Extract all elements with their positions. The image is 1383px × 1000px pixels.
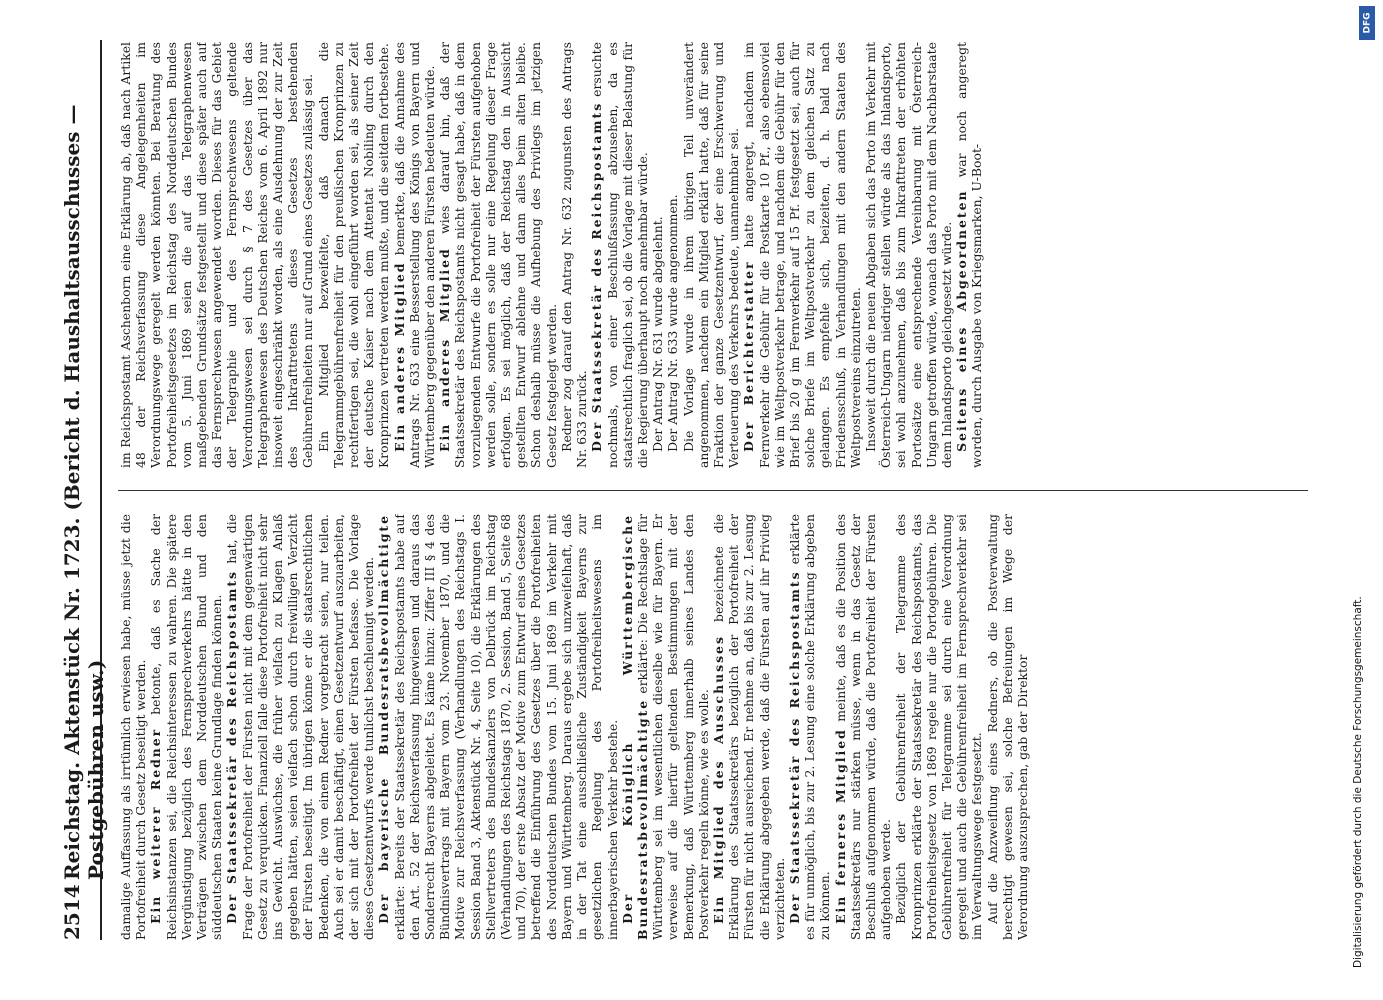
paragraph: [954, 42, 984, 468]
speaker-label: Der Staatssekretär des Reichspostamts: [589, 101, 605, 452]
paragraph: [665, 42, 680, 468]
paragraph: [833, 514, 894, 940]
paragraph-text: Insoweit durch die neuen Abgaben sich das Porto im Verkehr mit Österreich-Ungarn niedriger stellen würde als das Inlandsporto, sei wohl anzunehmen, daß bis zum Inkrafttreten der erhöhten Portosätze eine entsprechende Vereinbarung mit Österreich-Ungarn getroffen würde, wonach das Porto mit dem Nachbarstaate dem Inlandsporto gleichgesetzt würde.: [862, 42, 954, 468]
paragraph: [589, 42, 650, 468]
speaker-label: Ein anderes Mitglied: [391, 261, 407, 452]
speaker-label: Ein weiterer Redner: [148, 727, 164, 924]
paragraph: [118, 42, 316, 468]
paragraph-text: Die Vorlage wurde in ihrem übrigen Teil unverändert angenommen, nachdem ein Mitglied erklärt hatte, daß für seine Fraktion der ganze Gesetzentwurf, der eine Erschwerung und Verteuerung des Verkehrs bedeute, unannehmbar sei.: [680, 42, 742, 468]
paragraph-text: war noch angeregt worden, durch Ausgabe von Kriegsmarken, U-Boot-: [954, 42, 985, 468]
paragraph-text: betonte, daß es Sache der Reichsinstanzen sei, die Reichsinteressen zu wahren. Die spätere Vergünstigung bezüglich des Fernsprechverkehrs hätte in den Verträgen zwischen dem Norddeutschen Bund und den süddeutschen Staaten keine Grundlage finden können.: [148, 514, 225, 940]
paragraph-text: hat, die Frage der Portofreiheit der Fürsten nicht mit dem gegenwärtigen Gesetz zu verquicken. Finanziell falle diese Portofreiheit nicht sehr ins Gewicht. Auswüchse, die früher vielfach zu Klagen Anlaß gegeben hätten, seien vielfach schon durch freiwilligen Verzicht der Fürsten beseitigt. Im übrigen könne er die staatsrechtlichen Bedenken, die von einem Redner vorgebracht seien, nur teilen. Auch sei er damit beschäftigt, einen Gesetzentwurf auszuarbeiten, der sich mit der Portofreiheit der Fürsten befasse. Die Vorlage dieses Gesetzentwurfs werde tunlichst beschleunigt werden.: [224, 514, 377, 940]
paragraph: [376, 514, 619, 940]
speaker-label: Ein ferneres Mitglied: [832, 728, 848, 924]
paragraph: [620, 514, 711, 940]
speaker-label: Der Staatssekretär des Reichspostamts: [786, 570, 802, 924]
paragraph-text: erklärte: Die Rechtslage für Württemberg sei im wesentlichen dieselbe wie für Bayern. Er verweise auf die hierfür geltenden Bestimmungen mit der Bemerkung, daß Württemberg innerhalb seines Landes den Postverkehr regeln könne, wie es wolle.: [634, 514, 711, 940]
paragraph: [316, 42, 392, 468]
paragraph-text: meinte, daß es die Position des Staatssekretärs nur stärken müsse, wenn in das Gesetz der Beschluß aufgenommen würde, daß die Portofreiheit der Fürsten aufgehoben werde.: [832, 514, 894, 940]
paragraph: [148, 514, 224, 940]
paragraph-text: ersuchte nochmals, von einer Beschlußfassung abzusehen, da es staatsrechtlich fraglich sei, ob die Vorlage mit dieser Belastung für die Regierung überhaupt noch annehmbar würde.: [589, 42, 650, 468]
paragraph: [681, 42, 742, 468]
speaker-label: Der Königlich Württembergische Bundesratsbevollmächtigte: [619, 514, 650, 940]
paragraph-text: damalige Auffassung als irrtümlich erwiesen habe, müsse jetzt die Portofreiheit durch Gesetz beseitigt werden.: [118, 514, 149, 940]
paragraph-text: wies darauf hin, daß der Staatssekretär des Reichspostamts nicht gesagt habe, daß in dem vorzulegenden Entwurfe die Portofreiheit der Fürsten aufgehoben werden solle, sondern es solle nur eine Regelung dieser Frage erfolgen. Es sei möglich, daß der Reichstag den in Aussicht gestellten Entwurf ablehne und dann alles beim alten bleibe. Schon deshalb müsse die Aufhebung des Privilegs im jetzigen Gesetz festgelegt werden.: [437, 42, 559, 468]
paragraph-text: Auf die Anzweiflung eines Redners, ob die Postverwaltung berechtigt gewesen sei, solche Befreiungen im Wege der Verordnung auszusprechen, gab der Direktor: [984, 514, 1030, 940]
speaker-label: Der bayerische Bundesratsbevollmächtigte: [376, 514, 392, 924]
paragraph-text: hatte angeregt, nachdem im Fernverkehr die Gebühr für die Postkarte 10 Pf., also ebensoviel wie im Weltpostverkehr betrage, und nachdem die Gebühr für den Brief bis 20 g im Fernverkehr auf 15 Pf. festgesetzt sei, auch für solche Briefe im Weltpostverkehr zu dem gleichen Satz zu gelangen. Es empfehle sich, beizeiten, d. h. bald nach Friedensschluß, in Verhandlungen mit den andern Staaten des Weltpostvereins einzutreten.: [741, 42, 863, 468]
paragraph-text: im Reichspostamt Aschenborn eine Erklärung ab, daß nach Artikel 48 der Reichsverfassung diese Angelegenheiten im Verordnungswege geregelt werden könnten. Bei Beratung des Portofreiheitsgesetzes im Reichstag des Norddeutschen Bundes vom 5. Juni 1869 seien die auf das Telegraphenwesen maßgebenden Grundsätze festgestellt und diese später auch auf das Fernsprechwesen angewendet worden. Dieses für das Gebiet der Telegraphie und des Fernsprechwesens geltende Verordnungswesen sei durch § 7 des Gesetzes über das Telegraphenwesen des Deutschen Reiches vom 6. April 1892 nur insoweit eingeschränkt worden, als eine Ausdehnung der zur Zeit des Inkrafttretens dieses Gesetzes bestehenden Gebührenfreiheiten nur auf Grund eines Gesetzes zulässig sei.: [118, 42, 316, 468]
paragraph-text: erklärte: Bereits der Staatssekretär des Reichspostamts habe auf den Art. 52 der Reichsverfassung hingewiesen und daraus das Sonderrecht Bayerns abgeleitet. Es käme hinzu: Ziffer III § 4 des Bündnisvertrags mit Bayern vom 23. November 1870, und die Motive zur Reichsverfassung (Verhandlungen des Reichstags I. Session Band 3, Aktenstück Nr. 4, Seite 10), die Erklärungen des Stellvertreters des Bundeskanzlers von Delbrück im Reichstag (Verhandlungen des Reichstags 1870, 2. Session, Band 5, Seite 68 und 70), der erste Absatz der Motive zum Entwurf eines Gesetzes betreffend die Einführung des Gesetzes über die Portofreiheiten des Norddeutschen Bundes vom 15. Juni 1869 im Verkehr mit Bayern und Württemberg. Daraus ergebe sich unzweifelhaft, daß in der Tat eine ausschließliche Zuständigkeit Bayerns zur gesetzlichen Regelung des Portofreiheitswesens im innerbayerischen Verkehr bestehe.: [391, 514, 620, 940]
digitization-note: Digitalisierung gefördert durch die Deutsche Forschungsgemeinschaft.: [1352, 596, 1364, 968]
page-header: [60, 40, 108, 940]
paragraph: [224, 514, 376, 940]
paragraph-text: Der Antrag Nr. 633 wurde angenommen.: [665, 194, 681, 452]
text-column-left: [118, 514, 1313, 940]
page-number: 2514: [60, 884, 84, 940]
paragraph: [893, 514, 984, 940]
paragraph-text: bemerkte, daß die Annahme des Antrags Nr. 633 eine Besserstellung des Königs von Bayern und Württemberg gegenüber den anderen Fürsten bedeuten würde.: [391, 42, 438, 468]
paragraph: [711, 514, 787, 940]
paragraph: [118, 514, 148, 940]
text-column-right: [118, 42, 1313, 468]
paragraph: [650, 42, 665, 468]
paragraph-text: Ein Mitglied bezweifelte, daß danach die Telegrammgebührenfreiheit für den preußischen Kronprinzen zu rechtfertigen sei, die wohl eingeführt worden sei, als seiner Zeit der deutsche Kaiser nach dem Attentat Nobiling durch den Kronprinzen vertreten werden mußte, und die seitdem fortbestehe.: [315, 42, 392, 468]
paragraph-text: Redner zog darauf den Antrag Nr. 632 zugunsten des Antrags Nr. 633 zurück.: [558, 42, 590, 468]
paragraph-text: Der Antrag Nr. 631 wurde abgelehnt.: [650, 216, 666, 452]
paragraph: [741, 42, 863, 468]
speaker-label: Ein anderes Mitglied: [437, 247, 453, 452]
paragraph-text: erklärte es für unmöglich, bis zur 2. Lesung eine solche Erklärung abgeben zu können.: [786, 514, 833, 940]
document-page: [60, 40, 1320, 940]
column-divider: [118, 490, 1308, 491]
speaker-label: Der Staatssekretär des Reichspostamts: [224, 569, 240, 924]
paragraph-text: bezeichnete die Erklärung des Staatssekretärs bezüglich der Portofreiheit der Fürsten für nicht ausreichend. Er nehme an, daß bis zur 2. Lesung die Erklärung abgegeben werde, daß die Fürsten auf ihr Privileg verzichteten.: [710, 514, 787, 940]
paragraph: [863, 42, 954, 468]
paragraph: [437, 42, 559, 468]
paragraph: [392, 42, 438, 468]
paragraph: [787, 514, 833, 940]
paragraph: [985, 514, 1031, 940]
speaker-label: Seitens eines Abgeordneten: [954, 189, 970, 452]
paragraph: [559, 42, 589, 468]
dfg-logo: DFG: [1359, 6, 1375, 40]
speaker-label: Der Berichterstatter: [741, 260, 757, 452]
page-title: Reichstag. Aktenstück Nr. 1723. (Bericht d. Haushaltsausschusses — Postgebühren usw.): [60, 104, 108, 880]
paragraph-text: Bezüglich der Gebührenfreiheit der Telegramme des Kronprinzen erklärte der Staatssekretär des Reichspostamts, das Portofreiheitsgesetz von 1869 regele nur die Portogebühren. Die Gebührenfreiheit für Telegramme sei durch eine Verordnung geregelt und auch die Gebührenfreiheit im Fernsprechverkehr sei im Verwaltungswege festgesetzt.: [893, 514, 985, 940]
speaker-label: Ein Mitglied des Ausschusses: [710, 635, 726, 924]
